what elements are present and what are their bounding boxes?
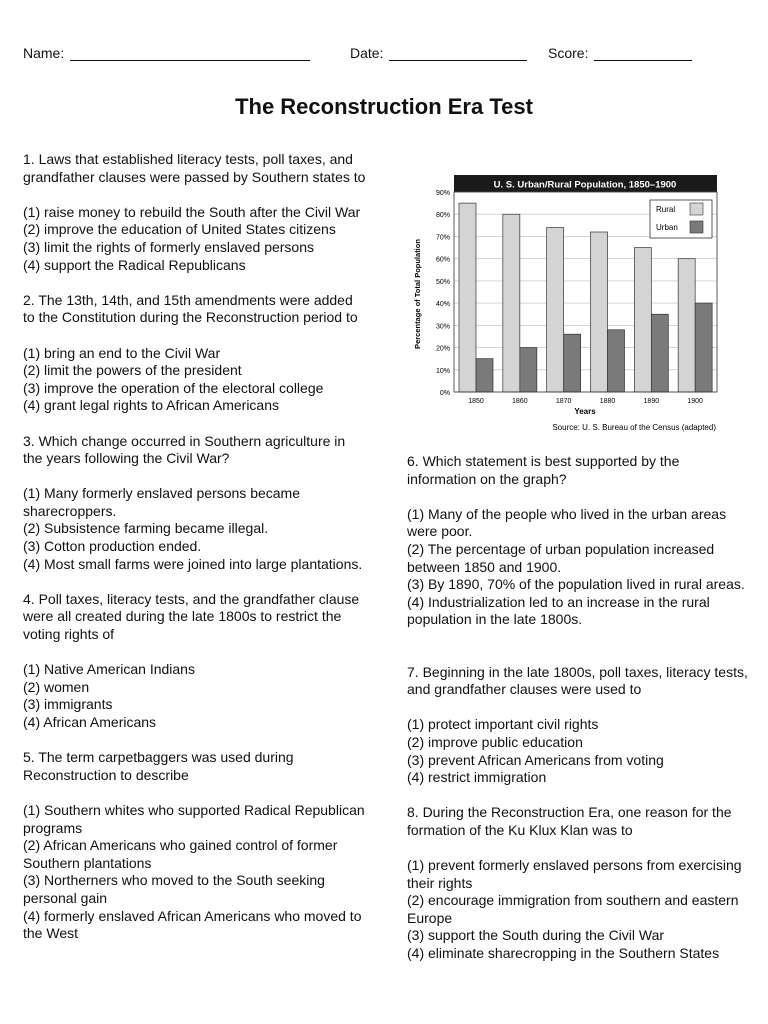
population-chart — [412, 172, 724, 436]
answer-option: (2) encourage immigration from southern and eastern Europe — [407, 892, 739, 926]
x-tick-label: 1880 — [599, 398, 616, 405]
bar-rural-1900 — [678, 259, 695, 392]
name-label: Name: — [23, 45, 65, 61]
date-label: Date: — [350, 45, 384, 61]
x-tick-label: 1890 — [643, 398, 660, 405]
legend-swatch-rural — [690, 203, 703, 215]
x-tick-label: 1900 — [687, 398, 703, 405]
bar-rural-1890 — [634, 248, 651, 392]
answer-option: (3) By 1890, 70% of the population lived in rural areas. — [407, 576, 745, 593]
answer-option: (3) limit the rights of formerly enslaved persons — [23, 238, 314, 255]
answer-option: (1) protect important civil rights — [407, 716, 599, 733]
question-5 — [23, 749, 368, 943]
y-tick-label: 90% — [435, 190, 450, 197]
y-tick-label: 40% — [435, 301, 450, 309]
bar-rural-1870 — [547, 228, 564, 392]
date-field[interactable] — [350, 45, 527, 61]
name-blank-line[interactable] — [70, 46, 310, 61]
bar-urban-1880 — [608, 330, 625, 392]
bar-urban-1860 — [520, 348, 537, 392]
y-tick-label: 20% — [435, 345, 450, 353]
name-field[interactable] — [23, 45, 310, 61]
legend-swatch-urban — [690, 221, 703, 233]
question-stem: 2. The 13th, 14th, and 15th amendments were added to the Constitution during the Reconstruction period to — [23, 291, 358, 326]
question-stem: 8. During the Reconstruction Era, one reason for the formation of the Ku Klux Klan was to — [407, 804, 732, 838]
x-tick-label: 1850 — [468, 398, 484, 405]
date-blank-line[interactable] — [389, 46, 527, 61]
answer-option: (4) support the Radical Republicans — [23, 256, 246, 273]
bar-rural-1850 — [459, 203, 476, 392]
chart-y-axis-label: Percentage of Total Population — [413, 239, 422, 349]
answer-option: (2) The percentage of urban population increased between 1850 and 1900. — [407, 540, 715, 575]
page-title: The Reconstruction Era Test — [235, 94, 533, 119]
student-info-row — [23, 45, 748, 67]
answer-option: (2) improve the education of United States citizens — [23, 221, 336, 238]
answer-option: (4) African Americans — [23, 714, 157, 730]
question-stem: 6. Which statement is best supported by the information on the graph? — [407, 453, 680, 487]
answer-option: (1) Native American Indians — [23, 661, 195, 678]
question-stem: 3. Which change occurred in Southern agriculture in the years following the Civil War? — [23, 432, 346, 467]
bar-urban-1900 — [695, 303, 712, 392]
answer-option: (4) Most small farms were joined into large plantations. — [23, 555, 363, 572]
answer-option: (2) limit the powers of the president — [23, 362, 242, 379]
answer-option: (3) support the South during the Civil War — [407, 927, 665, 944]
answer-option: (4) Industrialization led to an increase in the rural population in the late 1800s. — [407, 593, 710, 628]
question-7 — [407, 664, 752, 787]
question-2 — [23, 292, 368, 415]
bar-urban-1890 — [651, 314, 668, 392]
bar-urban-1850 — [476, 359, 493, 392]
answer-option: (1) bring an end to the Civil War — [23, 344, 221, 361]
answer-option: (2) improve public education — [407, 733, 583, 750]
answer-option: (3) immigrants — [23, 696, 113, 713]
x-tick-label: 1870 — [555, 398, 572, 405]
right-column — [407, 453, 752, 980]
answer-option: (3) Cotton production ended. — [23, 538, 202, 555]
answer-option: (1) raise money to rebuild the South after the Civil War — [23, 203, 361, 220]
answer-option: (4) grant legal rights to African Americans — [23, 397, 280, 414]
chart-title: U. S. Urban/Rural Population, 1850–1900 — [493, 179, 677, 191]
answer-option: (4) restrict immigration — [407, 769, 547, 786]
answer-option: (1) Southern whites who supported Radical Republican programs — [23, 801, 365, 836]
x-tick-label: 1860 — [512, 398, 528, 405]
question-3 — [23, 433, 368, 574]
bar-rural-1860 — [503, 214, 520, 392]
answer-option: (2) women — [23, 678, 90, 695]
score-field[interactable] — [548, 45, 692, 61]
y-tick-label: 80% — [435, 212, 450, 220]
question-stem: 7. Beginning in the late 1800s, poll taxes, literacy tests, and grandfather clauses were used to — [407, 663, 748, 698]
y-tick-label: 60% — [435, 256, 450, 264]
score-blank-line[interactable] — [594, 46, 692, 61]
question-stem: 5. The term carpetbaggers was used during Reconstruction to describe — [23, 749, 294, 783]
bar-urban-1870 — [564, 334, 581, 392]
score-label: Score: — [548, 45, 589, 61]
legend-label-rural: Rural — [656, 205, 676, 214]
bar-rural-1880 — [591, 232, 608, 392]
y-tick-label: 50% — [435, 278, 450, 286]
chart-x-ticks — [468, 398, 703, 405]
y-tick-label: 30% — [435, 323, 450, 331]
answer-option: (2) Subsistence farming became illegal. — [23, 520, 269, 537]
chart-x-axis-label: Years — [574, 407, 596, 416]
legend-label-urban: Urban — [656, 223, 678, 232]
y-tick-label: 0% — [439, 390, 450, 397]
answer-option: (1) Many of the people who lived in the urban areas were poor. — [407, 505, 727, 540]
y-tick-label: 10% — [435, 367, 450, 375]
answer-option: (3) improve the operation of the electoral college — [23, 379, 324, 396]
question-8 — [407, 804, 752, 962]
question-1 — [23, 151, 368, 274]
answer-option: (4) eliminate sharecropping in the Southern States — [407, 945, 720, 962]
chart-legend — [650, 200, 712, 238]
answer-option: (2) African Americans who gained control of former Southern plantations — [23, 837, 338, 871]
answer-option: (4) formerly enslaved African Americans who moved to the West — [23, 907, 362, 942]
question-stem: 4. Poll taxes, literacy tests, and the grandfather clause were all created during the late 1800s to restrict the voting rights of — [23, 590, 360, 643]
population-bar-chart — [412, 172, 724, 436]
left-column — [23, 151, 368, 960]
answer-option: (1) Many formerly enslaved persons became sharecroppers. — [23, 485, 301, 519]
chart-y-ticks — [436, 190, 450, 397]
chart-source-note: Source: U. S. Bureau of the Census (adapted) — [552, 423, 716, 432]
answer-option: (3) Northerners who moved to the South seeking personal gain — [23, 872, 325, 906]
y-tick-label: 70% — [435, 234, 450, 242]
question-6 — [407, 453, 752, 629]
question-4 — [23, 591, 368, 732]
question-stem: 1. Laws that established literacy tests, poll taxes, and grandfather clauses were passed by Southern states to — [23, 151, 366, 185]
answer-option: (1) prevent formerly enslaved persons from exercising their rights — [407, 857, 742, 891]
answer-option: (3) prevent African Americans from voting — [407, 751, 664, 768]
